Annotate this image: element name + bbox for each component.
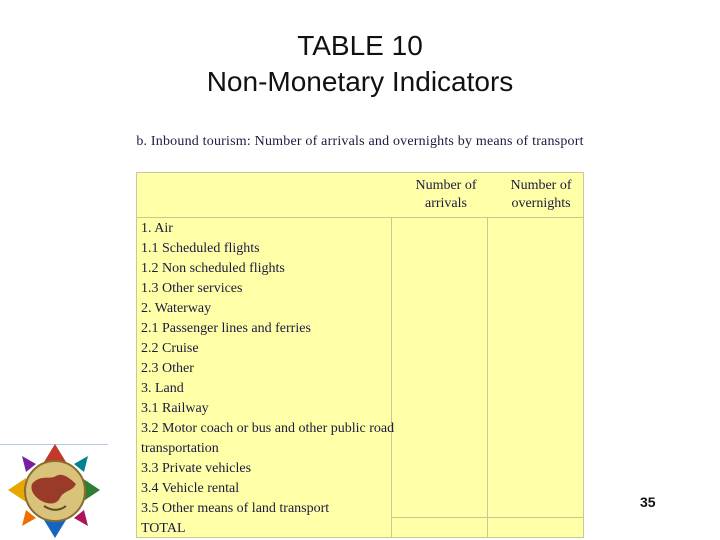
row-other-land: 3.5 Other means of land transport (141, 501, 330, 516)
table-subtitle: b. Inbound tourism: Number of arrivals and overnights by means of transport (136, 134, 584, 149)
row-railway: 3.1 Railway (141, 401, 209, 416)
row-cruise: 2.2 Cruise (141, 341, 199, 356)
header-overnights-line1: Number of (510, 178, 572, 193)
globe-logo-icon (0, 440, 110, 540)
row-other-air-services: 1.3 Other services (141, 281, 243, 296)
header-arrivals-line2: arrivals (425, 196, 467, 211)
row-other-waterway: 2.3 Other (141, 361, 194, 376)
row-vehicle-rental: 3.4 Vehicle rental (141, 481, 240, 496)
row-land: 3. Land (141, 381, 184, 396)
header-arrivals-line1: Number of (415, 178, 477, 193)
row-labels (141, 219, 441, 539)
row-total: TOTAL (141, 521, 186, 536)
title-line-2: Non-Monetary Indicators (206, 66, 514, 97)
header-overnights-line2: overnights (511, 196, 571, 211)
header-arrivals (391, 177, 501, 213)
row-motor-coach: 3.2 Motor coach or bus and other public road transportation (141, 421, 395, 456)
row-scheduled-flights: 1.1 Scheduled flights (141, 241, 260, 256)
column-divider-2 (487, 217, 488, 537)
row-air: 1. Air (141, 221, 173, 236)
header-overnights (489, 177, 593, 213)
row-passenger-lines: 2.1 Passenger lines and ferries (141, 321, 311, 336)
row-private-vehicles: 3.3 Private vehicles (141, 461, 252, 476)
slide-title (0, 28, 720, 100)
table-header-row (137, 173, 583, 218)
row-non-scheduled-flights: 1.2 Non scheduled flights (141, 261, 285, 276)
title-line-1: TABLE 10 (297, 30, 423, 61)
page-number: 35 (640, 494, 656, 510)
indicators-table (136, 172, 584, 538)
row-waterway: 2. Waterway (141, 301, 212, 316)
